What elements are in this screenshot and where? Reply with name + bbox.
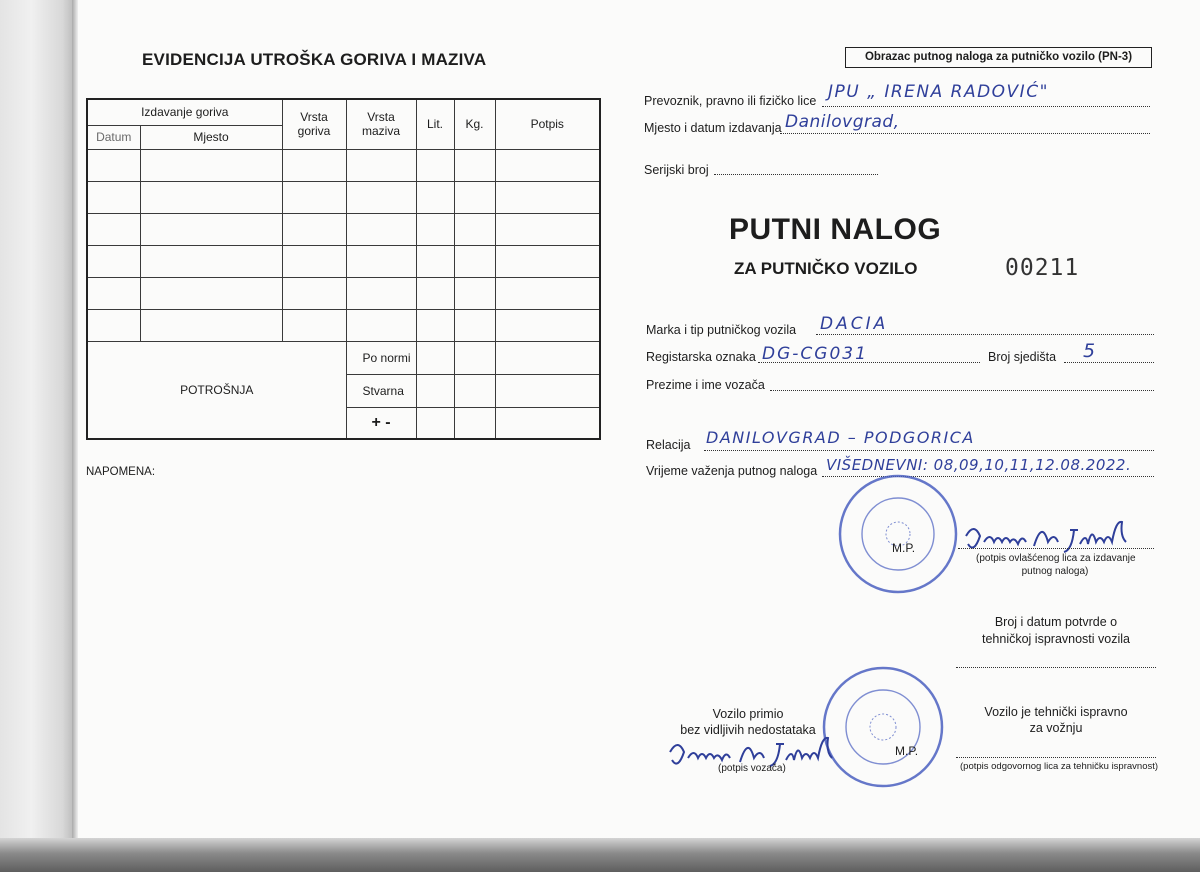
header-lit: Lit. — [416, 99, 454, 149]
marka-label: Marka i tip putničkog vozila — [646, 323, 797, 337]
header-datum: Datum — [87, 125, 140, 149]
prevoznik-value: JPU „ IRENA RADOVIĆ" — [828, 82, 1049, 102]
document-subtitle: ZA PUTNIČKO VOZILO — [734, 259, 918, 278]
spine-edge — [72, 0, 78, 872]
relacija-label: Relacija — [646, 438, 691, 452]
serijski-broj-line — [714, 174, 878, 175]
header-vrsta-goriva: Vrsta goriva — [282, 99, 346, 149]
header-vrsta-maziva: Vrsta maziva — [346, 99, 416, 149]
prevoznik-label: Prevoznik, pravno ili fizičko lice — [644, 94, 817, 108]
issuer-signature-line — [958, 548, 1154, 549]
potvrda-label: Broj i datum potvrde o tehničkoj ispravnosti vozila — [982, 615, 1130, 646]
fuel-record-title: EVIDENCIJA UTROŠKA GORIVA I MAZIVA — [142, 50, 487, 69]
table-row — [87, 213, 600, 245]
po-normi-label: Po normi — [346, 341, 416, 374]
form-code-box: Obrazac putnog naloga za putničko vozilo (PN-3) — [845, 47, 1152, 68]
header-izdavanje: Izdavanje goriva — [87, 99, 282, 125]
driver-signature-caption: (potpis vozača) — [718, 763, 786, 774]
tehnicki-line — [956, 757, 1156, 758]
mjesto-value: Danilovgrad, — [785, 112, 900, 132]
mjesto-line — [780, 133, 1150, 134]
sjedista-label: Broj sjedišta — [988, 350, 1057, 364]
page-bottom-shadow — [0, 838, 1200, 872]
vozac-line — [770, 390, 1154, 391]
header-potpis: Potpis — [495, 99, 600, 149]
vozilo-primio-label: Vozilo primio bez vidljivih nedostataka — [680, 707, 816, 737]
tech-signature-caption: (potpis odgovornog lica za tehničku ispravnost) — [960, 761, 1159, 772]
official-stamp-top — [836, 472, 960, 596]
table-row — [87, 181, 600, 213]
potrosnja-label: POTROŠNJA — [87, 341, 346, 439]
table-row — [87, 277, 600, 309]
header-kg: Kg. — [454, 99, 495, 149]
vrijeme-label: Vrijeme važenja putnog naloga — [646, 464, 818, 478]
sjedista-line — [1064, 362, 1154, 363]
serial-number: 00211 — [1005, 255, 1080, 281]
relacija-line — [704, 450, 1154, 451]
registarska-value: DG-CG031 — [762, 344, 868, 364]
mjesto-datum-label: Mjesto i datum izdavanja — [644, 121, 782, 135]
mp-label-bottom: M.P. — [895, 744, 919, 758]
serijski-broj-label: Serijski broj — [644, 163, 709, 177]
registarska-label: Registarska oznaka — [646, 350, 756, 364]
potvrda-line — [956, 667, 1156, 668]
plus-minus-label: + - — [346, 407, 416, 439]
stvarna-label: Stvarna — [346, 374, 416, 407]
table-row — [87, 245, 600, 277]
vozac-label: Prezime i ime vozača — [646, 378, 765, 392]
header-mjesto: Mjesto — [140, 125, 282, 149]
sjedista-value: 5 — [1083, 340, 1097, 362]
book-spine-shadow — [0, 0, 78, 872]
relacija-value: DANILOVGRAD – PODGORICA — [706, 428, 975, 447]
prevoznik-line — [822, 106, 1150, 107]
issuer-signature-caption: (potpis ovlašćenog lica za izdavanje putnog naloga) — [976, 553, 1136, 577]
mp-label-top: M.P. — [892, 541, 916, 555]
table-row — [87, 309, 600, 341]
marka-line — [816, 334, 1154, 335]
napomena-label: NAPOMENA: — [86, 466, 156, 478]
tehnicki-ispravno-label: Vozilo je tehnički ispravno za vožnju — [984, 705, 1128, 735]
marka-value: DACIA — [820, 314, 889, 334]
document-title: PUTNI NALOG — [729, 213, 942, 246]
vrijeme-value: VIŠEDNEVNI: 08,09,10,11,12.08.2022. — [826, 456, 1132, 474]
table-row — [87, 149, 600, 181]
fuel-consumption-table — [86, 98, 601, 440]
